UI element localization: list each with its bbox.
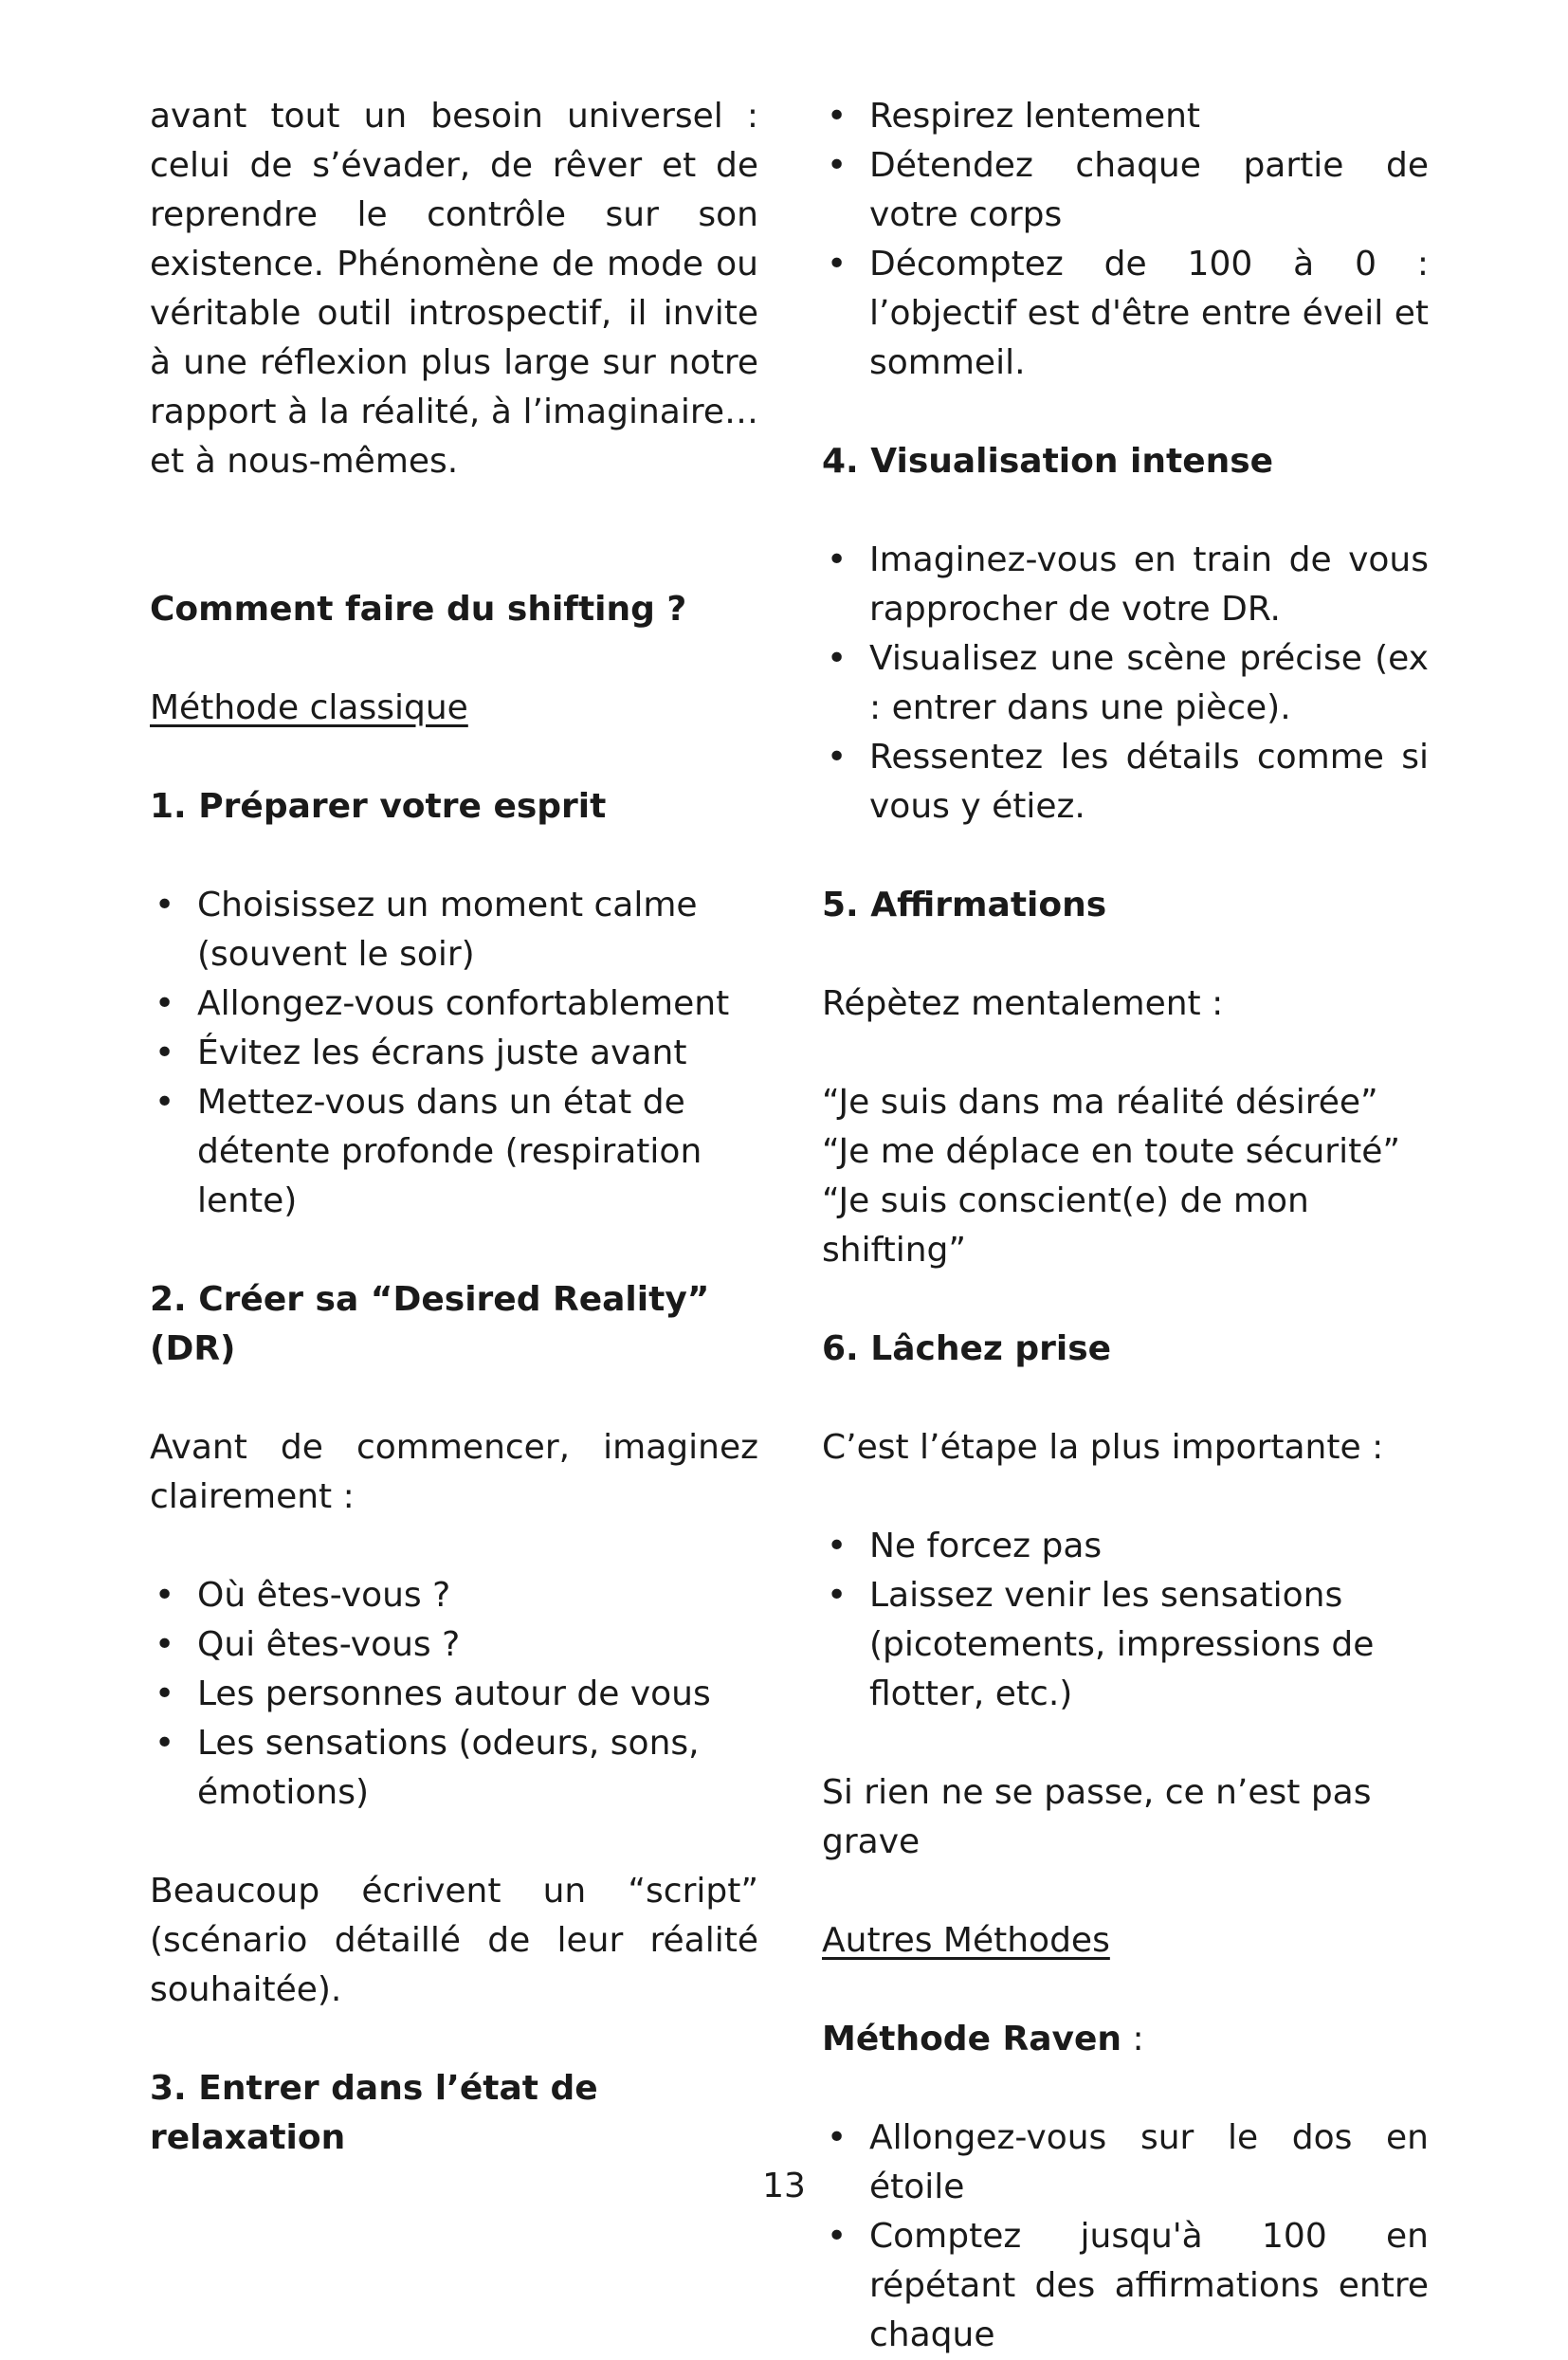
list-item: • Décomptez de 100 à 0 : l’objectif est d'être entre éveil et sommeil. [822, 240, 1429, 388]
list-item: • Ne forcez pas [822, 1522, 1429, 1571]
other-methods-title: Autres Méthodes [822, 1921, 1110, 1960]
intro-paragraph: avant tout un besoin universel : celui de s’évader, de rêver et de reprendre le contrôle sur son existence. Phénomène de mode ou véritable outil introspectif, il invite à une réflexion plus large sur notre rapport à la réalité, à l’imaginaire… et à nous-mêmes. [150, 97, 758, 481]
step3-title: 3. Entrer dans l’état de relaxation [150, 2069, 598, 2157]
step5-intro: Répètez mentalement : [822, 984, 1224, 1023]
step1-title: 1. Préparer votre esprit [150, 787, 607, 826]
step6-note: Si rien ne se passe, ce n’est pas grave [822, 1773, 1372, 1861]
list-item: • Visualisez une scène précise (ex : entrer dans une pièce). [822, 634, 1429, 733]
list-item: • Où êtes-vous ? [150, 1571, 758, 1620]
list-item: • Allongez-vous sur le dos en étoile [822, 2113, 1429, 2212]
affirmation-line: “Je suis conscient(e) de mon shifting” [822, 1181, 1309, 1270]
right-column [822, 92, 1429, 2360]
list-item: • Les sensations (odeurs, sons, émotions) [150, 1719, 758, 1818]
list-item: • Imaginez-vous en train de vous rapprocher de votre DR. [822, 536, 1429, 634]
list-item: • Comptez jusqu'à 100 en répétant des affirmations entre chaque [822, 2212, 1429, 2360]
list-item: • Mettez-vous dans un état de détente profonde (respiration lente) [150, 1078, 758, 1226]
affirmation-line: “Je suis dans ma réalité désirée” [822, 1083, 1378, 1122]
page-number: 13 [762, 2167, 806, 2205]
list-item: • Ressentez les détails comme si vous y étiez. [822, 733, 1429, 832]
raven-list [822, 2113, 1429, 2360]
step5-title: 5. Affirmations [822, 886, 1107, 924]
list-item: • Les personnes autour de vous [150, 1670, 758, 1719]
list-item: • Respirez lentement [822, 92, 1429, 141]
step2-note: Beaucoup écrivent un “script” (scénario détaillé de leur réalité souhaitée). [150, 1872, 758, 2009]
list-item: • Choisissez un moment calme (souvent le soir) [150, 881, 758, 979]
affirmation-line: “Je me déplace en toute sécurité” [822, 1132, 1401, 1171]
method-classic-title: Méthode classique [150, 688, 468, 727]
step2-title: 2. Créer sa “Desired Reality” (DR) [150, 1280, 710, 1368]
raven-title: Méthode Raven [822, 2020, 1122, 2058]
list-item: • Qui êtes-vous ? [150, 1620, 758, 1670]
step2-list [150, 1571, 758, 1818]
step4-title: 4. Visualisation intense [822, 442, 1274, 481]
list-item: • Allongez-vous confortablement [150, 979, 758, 1029]
raven-title-suffix: : [1121, 2020, 1144, 2058]
section-title: Comment faire du shifting ? [150, 590, 687, 629]
step1-list [150, 881, 758, 1226]
step4-list [822, 536, 1429, 832]
list-item: • Laissez venir les sensations (picotements, impressions de flotter, etc.) [822, 1571, 1429, 1719]
step6-title: 6. Lâchez prise [822, 1329, 1112, 1368]
list-item: • Évitez les écrans juste avant [150, 1029, 758, 1078]
step6-intro: C’est l’étape la plus importante : [822, 1428, 1384, 1467]
step6-list [822, 1522, 1429, 1719]
list-item: • Détendez chaque partie de votre corps [822, 141, 1429, 240]
step3-list [822, 92, 1429, 388]
step2-intro: Avant de commencer, imaginez clairement : [150, 1428, 758, 1516]
left-column [150, 92, 758, 2163]
raven-title-line [822, 2015, 1429, 2064]
